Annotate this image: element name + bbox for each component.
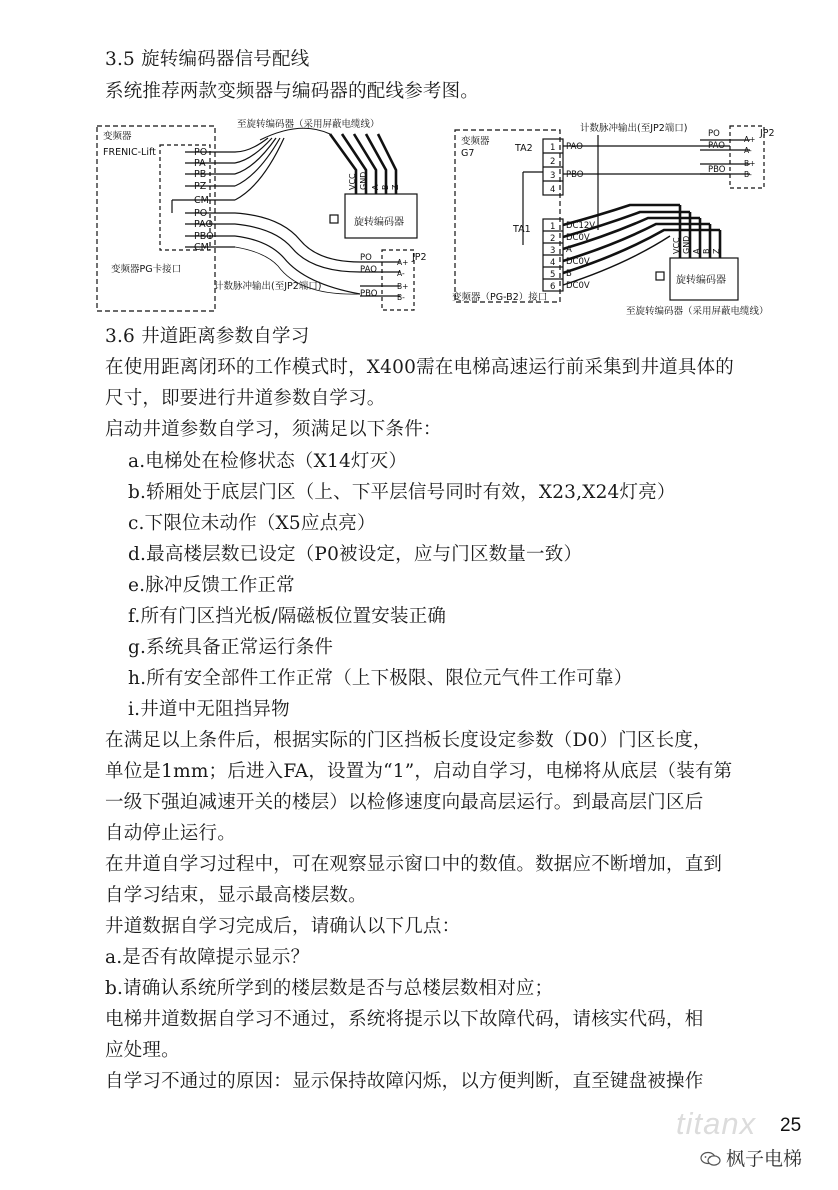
left-inverter-title: 变频器 bbox=[103, 131, 132, 142]
left-pin-pb: PB bbox=[194, 169, 207, 180]
paragraph-3-line-3: 一级下强迫减速开关的楼层）以检修速度向最高层运行。到最高层门区后 bbox=[105, 792, 704, 813]
right-jp2-a-plus: A+ bbox=[744, 135, 756, 144]
right-jp2-po: PO bbox=[708, 129, 720, 139]
ta2-num-2: 2 bbox=[550, 157, 556, 167]
paragraph-3-line-2: 单位是1mm；后进入FA，设置为“1”，启动自学习，电梯将从底层（装有第 bbox=[105, 761, 733, 782]
ta1-num-6: 6 bbox=[550, 282, 556, 292]
left-jp2-po: PO bbox=[360, 253, 372, 263]
right-jp2-a-minus: A- bbox=[744, 146, 752, 155]
ta2-num-3: 3 bbox=[550, 171, 556, 181]
ta1-sig-a: A bbox=[566, 245, 572, 255]
ta1-sig-dc0v-1: DC0V bbox=[566, 233, 590, 243]
ta1-num-2: 2 bbox=[550, 234, 556, 244]
right-enc-pin-a: A bbox=[692, 248, 701, 254]
right-jp2-b-minus: B- bbox=[744, 170, 752, 179]
ta1-label: TA1 bbox=[513, 224, 531, 235]
condition-i: i.井道中无阻挡异物 bbox=[128, 699, 290, 720]
paragraph-4-line-1: 在井道自学习过程中，可在观察显示窗口中的数值。数据应不断增加，直到 bbox=[105, 854, 723, 875]
left-jp2-pao: PAO bbox=[360, 265, 377, 275]
paragraph-2: 启动井道参数自学习，须满足以下条件： bbox=[105, 419, 442, 440]
condition-b: b.轿厢处于底层门区（上、下平层信号同时有效，X23,X24灯亮） bbox=[128, 482, 676, 503]
paragraph-1-cont: 尺寸，即要进行井道参数自学习。 bbox=[105, 388, 386, 409]
ta2-label: TA2 bbox=[515, 143, 533, 154]
left-pin-po: PO bbox=[194, 147, 208, 158]
left-inverter-model: FRENIC-Lift bbox=[103, 147, 156, 158]
right-enc-pin-z: Z bbox=[712, 248, 721, 254]
watermark: titanx bbox=[676, 1106, 757, 1141]
wechat-account bbox=[700, 1144, 802, 1171]
left-pin-po2: PO bbox=[194, 208, 208, 219]
condition-a: a.电梯处在检修状态（X14灯灭） bbox=[128, 451, 408, 472]
right-jp2-b-plus: B+ bbox=[744, 159, 756, 168]
ta1-sig-dc0v-2: DC0V bbox=[566, 257, 590, 267]
left-enc-pin-gnd: GND bbox=[359, 171, 368, 190]
left-pin-pao: PAO bbox=[194, 219, 213, 230]
paragraph-6-line-2: 应处理。 bbox=[105, 1040, 180, 1061]
right-jp2-label: JP2 bbox=[760, 128, 775, 139]
right-enc-pin-gnd: GND bbox=[682, 235, 691, 254]
wechat-icon bbox=[700, 1151, 722, 1167]
right-inverter-title: 变频器 bbox=[461, 136, 490, 147]
condition-f: f.所有门区挡光板/隔磁板位置安装正确 bbox=[128, 606, 447, 627]
right-encoder-cable-label: 至旋转编码器（采用屏蔽电缆线） bbox=[626, 306, 769, 317]
left-jp2-b-minus: B- bbox=[397, 293, 405, 302]
left-jp2-b-plus: B+ bbox=[397, 282, 409, 291]
section-intro: 系统推荐两款变频器与编码器的配线参考图。 bbox=[105, 81, 480, 102]
left-pulse-output-label: 计数脉冲输出(至JP2端口) bbox=[214, 281, 322, 292]
left-enc-pin-b: B bbox=[381, 184, 390, 190]
condition-d: d.最高楼层数已设定（P0被设定，应与门区数量一致） bbox=[128, 544, 583, 565]
condition-g: g.系统具备正常运行条件 bbox=[128, 637, 334, 658]
left-pin-cm2: CM bbox=[194, 242, 209, 253]
ta1-sig-dc0v-3: DC0V bbox=[566, 281, 590, 291]
right-inverter-model: G7 bbox=[461, 148, 475, 159]
right-pg-card-label: 变频器（PG-B2）接口 bbox=[452, 292, 548, 303]
left-pg-card-label: 变频器PG卡接口 bbox=[111, 264, 182, 275]
left-pin-pa: PA bbox=[194, 158, 206, 169]
left-jp2-pbo: PBO bbox=[360, 289, 378, 299]
ta2-sig-pao: PAO bbox=[566, 142, 583, 152]
ta1-num-4: 4 bbox=[550, 258, 556, 268]
left-enc-pin-a: A bbox=[371, 184, 380, 190]
left-encoder-label: 旋转编码器 bbox=[354, 217, 404, 228]
right-jp2-pbo: PBO bbox=[708, 165, 726, 175]
paragraph-3-line-4: 自动停止运行。 bbox=[105, 823, 236, 844]
section-heading-3-6: 3.6 井道距离参数自学习 bbox=[105, 326, 310, 347]
right-encoder-label: 旋转编码器 bbox=[676, 275, 726, 286]
condition-c: c.下限位未动作（X5应点亮） bbox=[128, 513, 376, 534]
left-jp2-a-minus: A- bbox=[397, 269, 405, 278]
left-pin-cm: CM bbox=[194, 195, 209, 206]
left-jp2-label: JP2 bbox=[412, 252, 427, 263]
paragraph-3-line-1: 在满足以上条件后，根据实际的门区挡板长度设定参数（D0）门区长度， bbox=[105, 730, 712, 751]
ta1-num-3: 3 bbox=[550, 246, 556, 256]
left-jp2-a-plus: A+ bbox=[397, 258, 409, 267]
paragraph-4-line-2: 自学习结束，显示最高楼层数。 bbox=[105, 885, 367, 906]
right-pulse-output-label: 计数脉冲输出(至JP2端口) bbox=[580, 123, 688, 134]
ta1-sig-dc12v: DC12V bbox=[566, 221, 596, 231]
right-jp2-pao: PAO bbox=[708, 141, 725, 151]
section-heading-3-5: 3.5 旋转编码器信号配线 bbox=[105, 49, 310, 70]
paragraph-1: 在使用距离闭环的工作模式时，X400需在电梯高速运行前采集到井道具体的 bbox=[105, 357, 734, 378]
ta2-sig-pbo: PBO bbox=[566, 170, 584, 180]
ta1-num-5: 5 bbox=[550, 270, 556, 280]
condition-h: h.所有安全部件工作正常（上下极限、限位元气件工作可靠） bbox=[128, 668, 633, 689]
left-pin-pz: PZ bbox=[194, 181, 207, 192]
left-pin-pbo: PBO bbox=[194, 231, 214, 242]
check-b: b.请确认系统所学到的楼层数是否与总楼层数相对应； bbox=[105, 978, 554, 999]
ta1-sig-b: B bbox=[566, 269, 572, 279]
right-enc-pin-b: B bbox=[702, 248, 711, 254]
ta1-num-1: 1 bbox=[550, 222, 556, 232]
right-enc-pin-vcc: VCC bbox=[672, 237, 681, 254]
ta2-num-1: 1 bbox=[550, 143, 556, 153]
paragraph-5: 井道数据自学习完成后，请确认以下几点： bbox=[105, 916, 461, 937]
left-encoder-box bbox=[345, 194, 417, 238]
ta2-num-4: 4 bbox=[550, 185, 556, 195]
left-encoder-cable-label: 至旋转编码器（采用屏蔽电缆线） bbox=[237, 119, 380, 130]
wiring-diagrams bbox=[0, 0, 838, 330]
wechat-account-name: 枫子电梯 bbox=[726, 1148, 803, 1170]
check-a: a.是否有故障提示显示？ bbox=[105, 947, 310, 968]
page-number: 25 bbox=[780, 1115, 802, 1136]
left-enc-pin-z: Z bbox=[391, 184, 400, 190]
left-enc-pin-vcc: VCC bbox=[348, 173, 357, 190]
condition-e: e.脉冲反馈工作正常 bbox=[128, 575, 295, 596]
paragraph-6-line-1: 电梯井道数据自学习不通过，系统将提示以下故障代码，请核实代码，相 bbox=[105, 1009, 704, 1030]
paragraph-7: 自学习不通过的原因：显示保持故障闪烁，以方便判断，直至键盘被操作 bbox=[105, 1071, 704, 1092]
